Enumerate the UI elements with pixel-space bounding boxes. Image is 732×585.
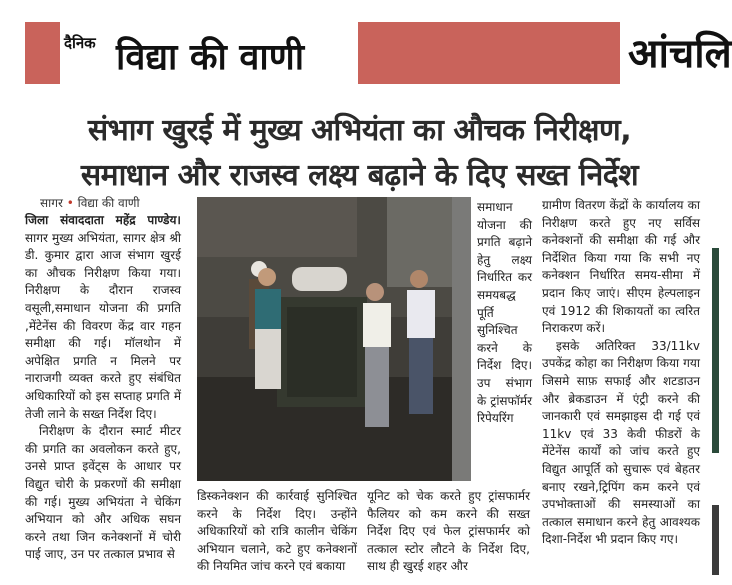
headline-line-1: संभाग खुरई में मुख्य अभियंता का औचक निरीक्षण, [87, 113, 632, 148]
byline: जिला संवाददाता महेंद्र पाण्डेय। [25, 213, 181, 227]
col1-para-2: निरीक्षण के दौरान स्मार्ट मीटर की प्रगति का अवलोकन करते हुए, उनसे प्राप्त इवेंट्स के आधार पर विद्युत चोरी के प्रकरणों की समीक्षा की गई। मुख्य अभियंता ने चेकिंग अभियान को और अधिक सघन करने तथा जिन कनेक्शनों में चोरी पाई जाए, उन पर तत्काल प्रभाव से [25, 424, 181, 562]
dateline-source: विद्या की वाणी [77, 196, 140, 210]
masthead-band-left [25, 22, 60, 84]
col3-top-text: समाधान योजना की प्रगति बढ़ाने हेतु लक्ष्य निर्धारित कर समयबद्ध पूर्ति सुनिश्चित करने के निर्देश दिए। उप संभाग के ट्रांसफॉर्मर रिपेयरिंग [477, 200, 532, 426]
adjacent-photo-edge [712, 248, 719, 453]
article-column-3-bottom [367, 488, 530, 578]
headline-line-2: समाधान और राजस्व लक्ष्य बढ़ाने के दिए सख्त निर्देश [80, 158, 639, 193]
masthead-band-mid [358, 22, 620, 84]
article-photo [197, 197, 471, 481]
dateline-bullet-icon: • [66, 196, 74, 210]
article-column-3-top [477, 199, 532, 489]
article-column-4 [542, 197, 700, 579]
masthead-prefix: दैनिक [64, 34, 96, 52]
inspection-photo [197, 197, 471, 481]
col3-bottom-text: यूनिट को चेक करते हुए ट्रांसफार्मर फैलियर को कम करने की सख्त निर्देश दिए एवं फेल ट्रांसफार्मर को तत्काल स्टोर लौटने के निर्देश दिए, साथ ही खुरई शहर और [367, 489, 530, 574]
col4-para-1: ग्रामीण वितरण केंद्रों के कार्यालय का निरीक्षण करते हुए नए सर्विस कनेक्शनों की समीक्षा की गई और निर्देशित किया गया कि सभी नए कनेक्शन निर्धारित समय-सीमा में प्रदान किए जाएं। सीएम हेल्पलाइन एवं 1912 की शिकायतों का त्वरित निराकरण करें। [542, 198, 700, 336]
article-column-2 [197, 488, 357, 578]
col2-text: डिस्कनेक्शन की कार्रवाई सुनिश्चित करने के निर्देश दिए। उन्होंने अधिकारियों को रात्रि कालीन चेकिंग अभियान चलाने, कटे हुए कनेक्शनों की नियमित जांच करने एवं बकाया [197, 489, 357, 574]
dateline [40, 194, 140, 211]
article-column-1 [25, 212, 181, 582]
newspaper-title: विद्या की वाणी [116, 37, 305, 78]
adjacent-photo-edge-2 [712, 505, 719, 575]
dateline-place: सागर [40, 196, 63, 210]
adjacent-title-partial: आंचलि [628, 31, 732, 77]
col4-para-2: इसके अतिरिक्त 33/11kv उपकेंद्र कोहा का निरीक्षण किया गया जिसमे साफ़ सफाई और शटडाउन और ब्रेकडाउन में एंट्री करने की जानकारी एवं समझाइस दी गई एवं 11kv एवं 33 केवी फीडरों के मेंटेनेंस कार्यों को जांच करते हुए विद्युत आपूर्ति को सुचारू एवं बेहतर बनाए रखने,ट्रिपिंग कम करने एवं उपभोक्ताओं की समस्याओं का तत्काल समाधान करने हेतु आवश्यक दिशा-निर्देश भी प्रदान किए गए। [542, 338, 700, 547]
col1-para-1: सागर मुख्य अभियंता, सागर क्षेत्र श्री डी. कुमार द्वारा आज संभाग खुरई का औचक निरीक्षण किया गया। निरीक्षण के दौरान राजस्व वसूली,समाधान योजना की प्रगति ,मेंटेनेंस की विवरण केंद्र वार गहन समीक्षा की गई। मॉलथोन में अपेक्षित प्रगति न मिलने पर नाराजगी व्यक्त करते हुए संबंधित अधिकारियों को इस सप्ताह प्रगति में तेजी लाने के सख्त निर्देश दिए। [25, 230, 181, 421]
